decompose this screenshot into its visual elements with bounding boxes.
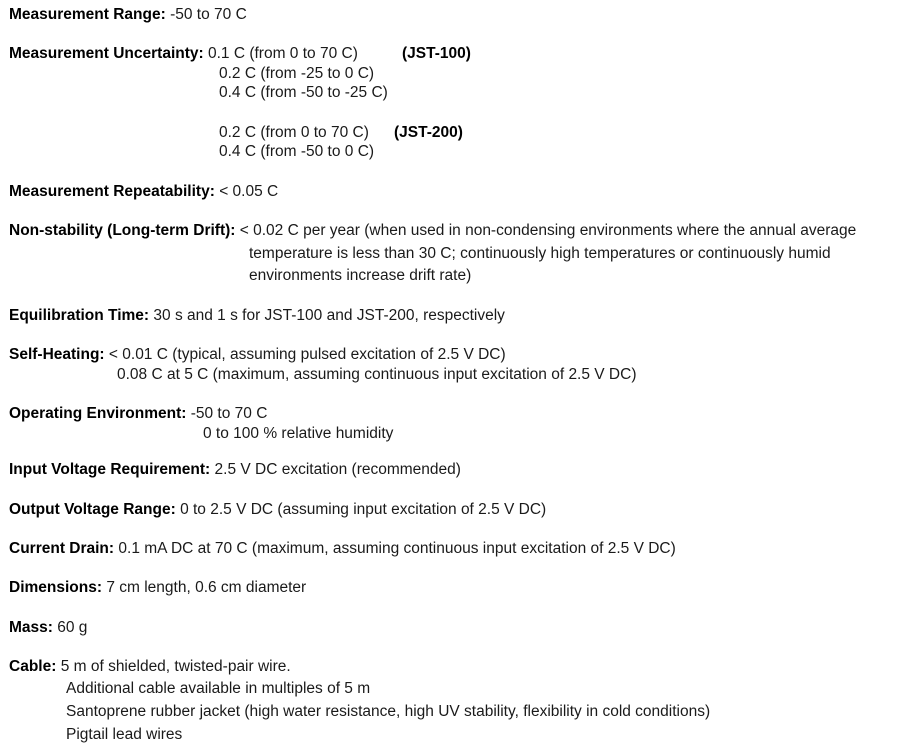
spec-measurement-repeatability <box>9 182 278 202</box>
spec-value-continued: environments increase drift rate) <box>249 267 472 284</box>
spec-label: Input Voltage Requirement: <box>9 461 211 478</box>
spec-measurement-uncertainty <box>9 44 358 64</box>
spec-label: Operating Environment: <box>9 405 187 422</box>
spec-value-continued: 0.2 C (from 0 to 70 C) <box>219 124 369 141</box>
spec-value-continued: 0 to 100 % relative humidity <box>203 425 394 442</box>
model-tag-jst100: (JST-100) <box>402 45 471 62</box>
spec-value: 30 s and 1 s for JST-100 and JST-200, respectively <box>153 307 505 324</box>
spec-label: Output Voltage Range: <box>9 501 176 518</box>
spec-value: < 0.05 C <box>219 183 279 200</box>
spec-value-continued: Additional cable available in multiples of 5 m <box>66 680 371 697</box>
model-tag-jst200: (JST-200) <box>394 124 463 141</box>
spec-dimensions <box>9 578 306 598</box>
spec-input-voltage <box>9 460 461 480</box>
spec-current-drain <box>9 539 676 559</box>
spec-label: Dimensions: <box>9 579 103 596</box>
spec-value-continued: 0.4 C (from -50 to 0 C) <box>219 143 375 160</box>
spec-value-continued: Pigtail lead wires <box>66 726 183 743</box>
spec-label: Cable: <box>9 658 57 675</box>
spec-label: Current Drain: <box>9 540 115 557</box>
spec-value: 60 g <box>57 619 88 636</box>
spec-value: 0.1 mA DC at 70 C (maximum, assuming continuous input excitation of 2.5 V DC) <box>118 540 676 557</box>
spec-label: Measurement Uncertainty: <box>9 45 204 62</box>
spec-value-continued: Santoprene rubber jacket (high water resistance, high UV stability, flexibility in cold conditions) <box>66 703 711 720</box>
spec-label: Non-stability (Long-term Drift): <box>9 222 236 239</box>
spec-equilibration-time <box>9 306 505 326</box>
spec-operating-environment <box>9 404 267 424</box>
spec-value: 0.1 C (from 0 to 70 C) <box>207 45 358 62</box>
spec-value-continued: temperature is less than 30 C; continuously high temperatures or continuously humid <box>249 245 831 262</box>
spec-value: 7 cm length, 0.6 cm diameter <box>106 579 307 596</box>
spec-cable <box>9 657 291 677</box>
spec-value: -50 to 70 C <box>170 6 247 23</box>
spec-value: 5 m of shielded, twisted-pair wire. <box>60 658 291 675</box>
spec-label: Measurement Range: <box>9 6 166 23</box>
spec-output-voltage <box>9 500 546 520</box>
spec-label: Equilibration Time: <box>9 307 150 324</box>
spec-label: Self-Heating: <box>9 346 105 363</box>
spec-value: 2.5 V DC excitation (recommended) <box>214 461 461 478</box>
spec-mass <box>9 618 87 638</box>
spec-non-stability <box>9 221 856 241</box>
spec-label: Measurement Repeatability: <box>9 183 215 200</box>
spec-value: < 0.02 C per year (when used in non-condensing environments where the annual average <box>239 222 857 239</box>
spec-measurement-range <box>9 5 247 25</box>
spec-value: 0 to 2.5 V DC (assuming input excitation of 2.5 V DC) <box>180 501 547 518</box>
spec-value-continued: 0.08 C at 5 C (maximum, assuming continuous input excitation of 2.5 V DC) <box>117 366 637 383</box>
spec-value-continued: 0.4 C (from -50 to -25 C) <box>219 84 388 101</box>
spec-value-continued: 0.2 C (from -25 to 0 C) <box>219 65 375 82</box>
spec-value: < 0.01 C (typical, assuming pulsed excitation of 2.5 V DC) <box>108 346 506 363</box>
spec-self-heating <box>9 345 506 365</box>
spec-label: Mass: <box>9 619 53 636</box>
spec-value: -50 to 70 C <box>190 405 268 422</box>
